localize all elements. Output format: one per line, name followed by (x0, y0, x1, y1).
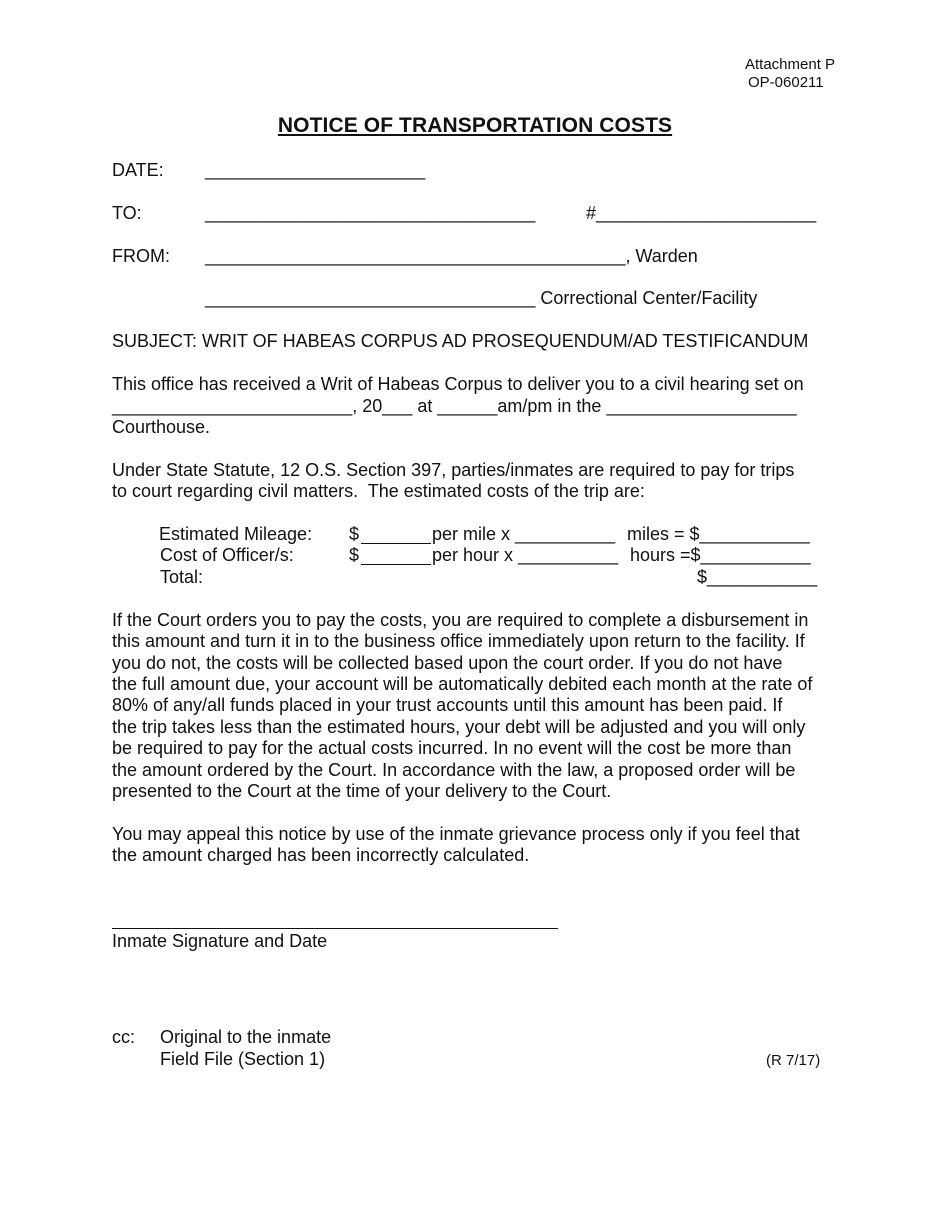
subject-line: SUBJECT: WRIT OF HABEAS CORPUS AD PROSEQUENDUM/AD TESTIFICANDUM (112, 331, 809, 351)
statute-paragraph-line-2: to court regarding civil matters. The estimated costs of the trip are: (112, 481, 645, 501)
court-order-line-3: you do not, the costs will be collected based upon the court order. If you do not have (112, 653, 783, 673)
mileage-rate-blank[interactable] (361, 543, 431, 544)
attachment-label: Attachment P (745, 56, 836, 73)
total-label: Total: (160, 567, 204, 587)
appeal-line-1: You may appeal this notice by use of the inmate grievance process only if you feel that (112, 824, 800, 844)
to-field[interactable]: _________________________________ (205, 203, 536, 223)
court-order-line-7: be required to pay for the actual costs incurred. In no event will the cost be more than (112, 738, 792, 758)
cc-line-1: Original to the inmate (160, 1027, 332, 1047)
officer-result[interactable]: hours =$___________ (630, 545, 811, 565)
from-warden-field[interactable]: __________________________________________, Warden (205, 246, 698, 266)
date-label: DATE: (112, 160, 164, 180)
mileage-rate[interactable]: per mile x __________ (432, 524, 616, 544)
inmate-number-field[interactable]: #______________________ (586, 203, 817, 223)
mileage-result[interactable]: miles = $___________ (627, 524, 810, 544)
court-order-line-8: the amount ordered by the Court. In accordance with the law, a proposed order will be (112, 760, 796, 780)
court-order-line-9: presented to the Court at the time of your delivery to the Court. (112, 781, 612, 801)
signature-label: Inmate Signature and Date (112, 931, 328, 951)
officer-rate[interactable]: per hour x __________ (432, 545, 619, 565)
to-label: TO: (112, 203, 142, 223)
hearing-paragraph-line-3: Courthouse. (112, 417, 211, 437)
mileage-dollar: $ (349, 524, 360, 544)
court-order-line-6: the trip takes less than the estimated hours, your debt will be adjusted and you will only (112, 717, 806, 737)
officer-rate-blank[interactable] (361, 564, 431, 565)
date-field[interactable]: ______________________ (205, 160, 426, 180)
court-order-line-2: this amount and turn it in to the business office immediately upon return to the facility. If (112, 631, 805, 651)
total-result[interactable]: $___________ (697, 567, 818, 587)
policy-code: OP-060211 (748, 74, 824, 91)
hearing-paragraph-line-1: This office has received a Writ of Habeas Corpus to deliver you to a civil hearing set on (112, 374, 804, 394)
court-order-line-4: the full amount due, your account will be automatically debited each month at the rate of (112, 674, 813, 694)
cc-line-2: Field File (Section 1) (160, 1049, 326, 1069)
page-title: NOTICE OF TRANSPORTATION COSTS (277, 114, 673, 137)
cc-label: cc: (112, 1027, 136, 1047)
revision-code: (R 7/17) (766, 1052, 821, 1069)
officer-dollar: $ (349, 545, 360, 565)
appeal-line-2: the amount charged has been incorrectly calculated. (112, 845, 530, 865)
mileage-label: Estimated Mileage: (159, 524, 313, 544)
signature-line[interactable] (112, 928, 558, 929)
hearing-paragraph-line-2[interactable]: ________________________, 20___ at ______am/pm in the ___________________ (112, 396, 797, 416)
court-order-line-1: If the Court orders you to pay the costs, you are required to complete a disbursement in (112, 610, 809, 630)
officer-label: Cost of Officer/s: (160, 545, 294, 565)
statute-paragraph-line-1: Under State Statute, 12 O.S. Section 397, parties/inmates are required to pay for trips (112, 460, 795, 480)
facility-field[interactable]: _________________________________ Correctional Center/Facility (205, 288, 758, 308)
court-order-line-5: 80% of any/all funds placed in your trust accounts until this amount has been paid. If (112, 695, 783, 715)
from-label: FROM: (112, 246, 170, 266)
